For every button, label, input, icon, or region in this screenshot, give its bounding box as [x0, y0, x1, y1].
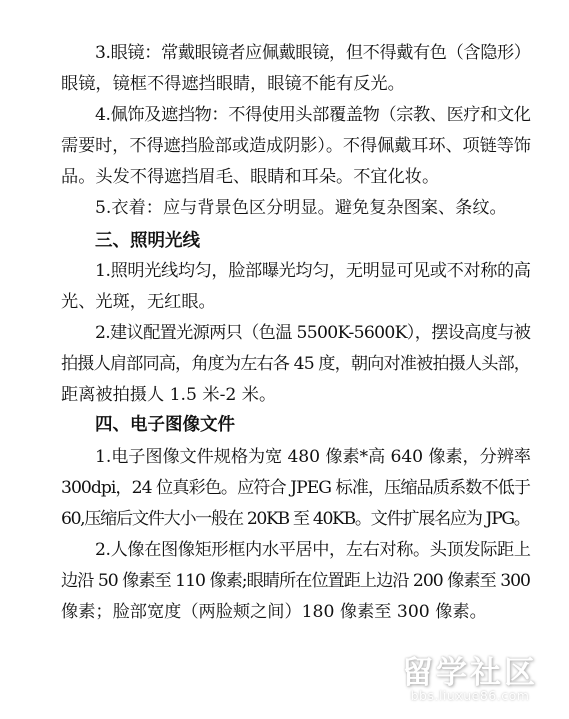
paragraph-line: 3.眼镜：常戴眼镜者应佩戴眼镜，但不得戴有色（含隐形） [95, 43, 531, 63]
paragraph-line: 4.佩饰及遮挡物：不得使用头部覆盖物（宗教、医疗和文化 [95, 105, 531, 125]
paragraph-line: 边沿 50 像素至 110 像素;眼睛所在位置距上边沿 200 像素至 300 [61, 571, 530, 591]
watermark-logo-text: 留学社区 [402, 655, 538, 691]
paragraph-line: 需要时，不得遮挡脸部或造成阴影）。不得佩戴耳环、项链等饰 [61, 136, 531, 156]
section-heading: 四、电子图像文件 [95, 415, 235, 435]
paragraph-line: 5.衣着：应与背景色区分明显。避免复杂图案、条纹。 [95, 198, 507, 218]
paragraph-line: 2.建议配置光源两只（色温 5500K-5600K），摆设高度与被 [95, 323, 531, 343]
paragraph-line: 1.电子图像文件规格为宽 480 像素*高 640 像素，分辨率 [95, 447, 531, 467]
paragraph-line: 光、光斑，无红眼。 [61, 292, 216, 312]
paragraph-line: 拍摄人肩部同高，角度为左右各 45 度，朝向对准被拍摄人头部， [61, 354, 531, 374]
site-watermark [385, 647, 555, 707]
paragraph-line: 距离被拍摄人 1.5 米-2 米。 [61, 385, 277, 405]
watermark-url: bbs.liuxue86.com [410, 688, 530, 703]
paragraph-line: 1.照明光线均匀，脸部曝光均匀，无明显可见或不对称的高 [95, 261, 531, 281]
paragraph-line: 60,压缩后文件大小一般在 20KB 至 40KB。文件扩展名应为 JPG。 [61, 509, 530, 529]
paragraph-line: 像素；脸部宽度（两脸颊之间）180 像素至 300 像素。 [61, 602, 487, 622]
paragraph-line: 2.人像在图像矩形框内水平居中，左右对称。头顶发际距上 [95, 540, 531, 560]
section-heading: 三、照明光线 [95, 231, 200, 251]
paragraph-line: 品。头发不得遮挡眉毛、眼睛和耳朵。不宜化妆。 [61, 167, 440, 187]
paragraph-line: 300dpi，24 位真彩色。应符合 JPEG 标准，压缩品质系数不低于 [61, 478, 531, 498]
paragraph-line: 眼镜，镜框不得遮挡眼睛，眼镜不能有反光。 [61, 74, 405, 94]
